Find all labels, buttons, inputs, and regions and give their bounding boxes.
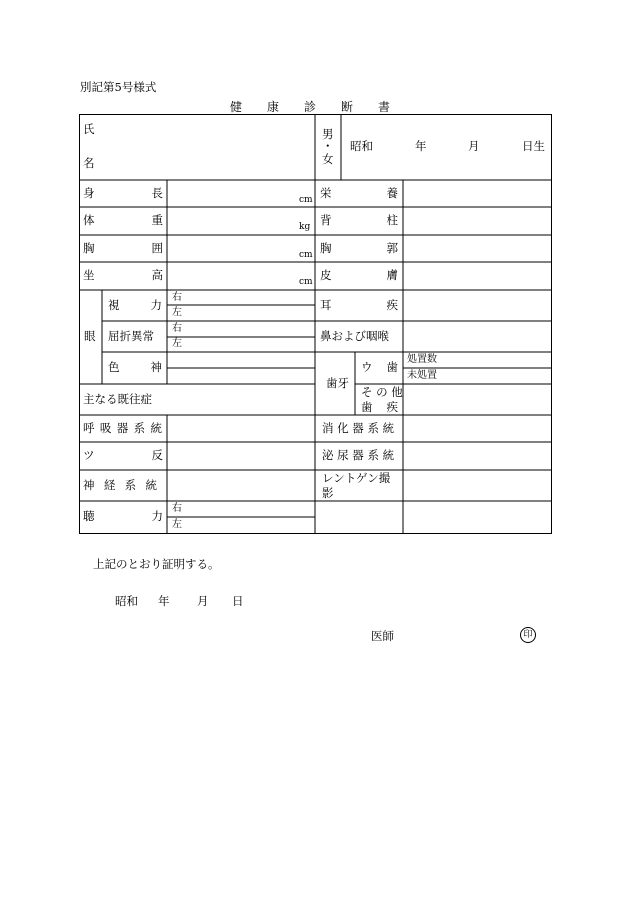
medical-history-label: 主なる既往症 [83, 392, 152, 406]
health-certificate-form [79, 114, 552, 534]
respiratory-label: 呼 吸 器 系 統 [83, 421, 162, 435]
xray-label-line1: レントゲン撮 [322, 471, 391, 485]
hearing-left-label: 左 [172, 519, 182, 530]
teeth-group-label: 歯牙 [326, 376, 349, 390]
nose-throat-label: 鼻および咽喉 [320, 329, 389, 343]
title-char: 康 [266, 100, 279, 114]
other-dental-label-line2: 歯 疾 [361, 400, 398, 414]
name-label-char: 氏 [83, 122, 95, 136]
untreated-count-label: 未処置 [407, 370, 437, 381]
caries-label: ウ 歯 [361, 360, 398, 374]
name-field[interactable] [103, 116, 313, 178]
issue-date-day-label: 日 [232, 594, 244, 608]
chest-label: 胸 囲 [83, 241, 163, 255]
birth-month-label: 月 [468, 139, 480, 153]
urinary-label: 泌 尿 器 系 統 [322, 448, 395, 462]
birth-year-label: 年 [415, 139, 427, 153]
skin-label: 皮 膚 [320, 268, 398, 282]
vision-left-label: 左 [172, 307, 182, 318]
title-char: 書 [377, 100, 390, 114]
title-char: 診 [303, 100, 316, 114]
height-unit: cm [299, 195, 313, 205]
issue-date-year-label: 年 [158, 594, 170, 608]
certification-statement: 上記のとおり証明する。 [93, 557, 220, 571]
sex-label-char: 男 [322, 127, 334, 141]
weight-unit: kg [299, 222, 311, 232]
name-label-char: 名 [83, 156, 95, 170]
nutrition-label: 栄 養 [320, 186, 398, 200]
refraction-left-label: 左 [172, 338, 182, 349]
seal-mark: 印 [520, 627, 536, 643]
title-char: 健 [230, 100, 243, 114]
xray-label-line2: 影 [322, 486, 334, 500]
color-vision-label: 色 神 [108, 360, 162, 374]
chest-unit: cm [299, 250, 313, 260]
refraction-right-label: 右 [172, 323, 182, 334]
birth-era: 昭和 [350, 139, 373, 153]
tuberculin-label: ツ 反 [83, 448, 163, 462]
vision-label: 視 力 [108, 298, 162, 312]
issue-date-era: 昭和 [115, 594, 138, 608]
height-label: 身 長 [83, 186, 163, 200]
digestive-label: 消 化 器 系 統 [322, 421, 395, 435]
treated-count-label: 処置数 [407, 354, 437, 365]
spine-label: 背 柱 [320, 213, 398, 227]
sitting-height-label: 坐 高 [83, 268, 163, 282]
birth-day-label: 日生 [522, 139, 545, 153]
issue-date-month-label: 月 [197, 594, 209, 608]
vision-right-label: 右 [172, 292, 182, 303]
sitting-height-unit: cm [299, 277, 313, 287]
nervous-system-label: 神 経 系 統 [83, 478, 157, 492]
thorax-label: 胸 郭 [320, 241, 398, 255]
sex-label-char: ・ [322, 139, 334, 153]
other-dental-label-line1: そ の 他 [361, 385, 403, 399]
hearing-label: 聴 力 [83, 509, 163, 523]
doctor-label: 医師 [371, 629, 394, 643]
eye-group-label: 眼 [84, 329, 96, 343]
refraction-label: 屈折異常 [108, 329, 154, 343]
sex-label-char: 女 [322, 152, 334, 166]
hearing-right-label: 右 [172, 503, 182, 514]
ear-disease-label: 耳 疾 [320, 298, 398, 312]
title-char: 断 [340, 100, 353, 114]
document-title [230, 98, 390, 115]
weight-label: 体 重 [83, 213, 163, 227]
form-number-label: 別記第5号様式 [80, 80, 157, 94]
